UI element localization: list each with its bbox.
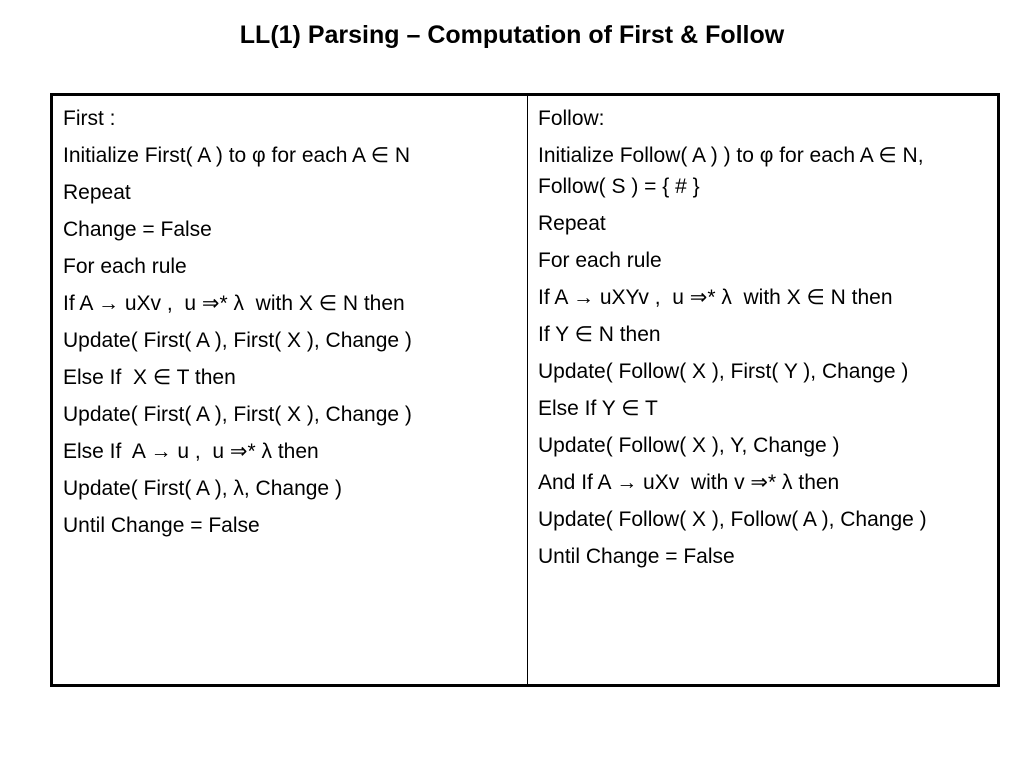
follow-line: Update( Follow( X ), Y, Change ) [538,434,840,457]
slide-title: LL(1) Parsing – Computation of First & Follow [239,21,785,49]
follow-column [528,96,997,684]
follow-line: Update( Follow( X ), Follow( A ), Change ) [538,508,927,531]
first-line: Repeat [63,181,131,204]
first-line: For each rule [63,255,187,278]
first-line: Else If A → u , u ⇒* λ then [63,440,319,463]
first-line: First : [63,107,116,130]
follow-line: For each rule [538,249,662,272]
follow-line: Until Change = False [538,545,735,568]
first-line: If A → uXv , u ⇒* λ with X ∈ N then [63,292,405,315]
follow-algorithm-lines [538,103,987,572]
first-line: Update( First( A ), First( X ), Change ) [63,403,412,426]
first-line: Update( First( A ), First( X ), Change ) [63,329,412,352]
follow-line: Initialize Follow( A ) ) to φ for each A ∈ N, Follow( S ) = { # } [538,144,936,198]
follow-line: Follow: [538,107,605,130]
follow-line: Update( Follow( X ), First( Y ), Change ) [538,360,909,383]
follow-line: If Y ∈ N then [538,323,661,346]
algorithm-table [50,93,1000,687]
follow-line: Repeat [538,212,606,235]
first-line: Change = False [63,218,212,241]
first-line: Update( First( A ), λ, Change ) [63,477,342,500]
follow-line: And If A → uXv with v ⇒* λ then [538,471,840,494]
first-algorithm-lines [63,103,517,541]
first-line: Until Change = False [63,514,260,537]
follow-line: If A → uXYv , u ⇒* λ with X ∈ N then [538,286,893,309]
first-column [53,96,528,684]
first-line: Initialize First( A ) to φ for each A ∈ N [63,144,411,167]
follow-line: Else If Y ∈ T [538,397,658,420]
first-line: Else If X ∈ T then [63,366,236,389]
